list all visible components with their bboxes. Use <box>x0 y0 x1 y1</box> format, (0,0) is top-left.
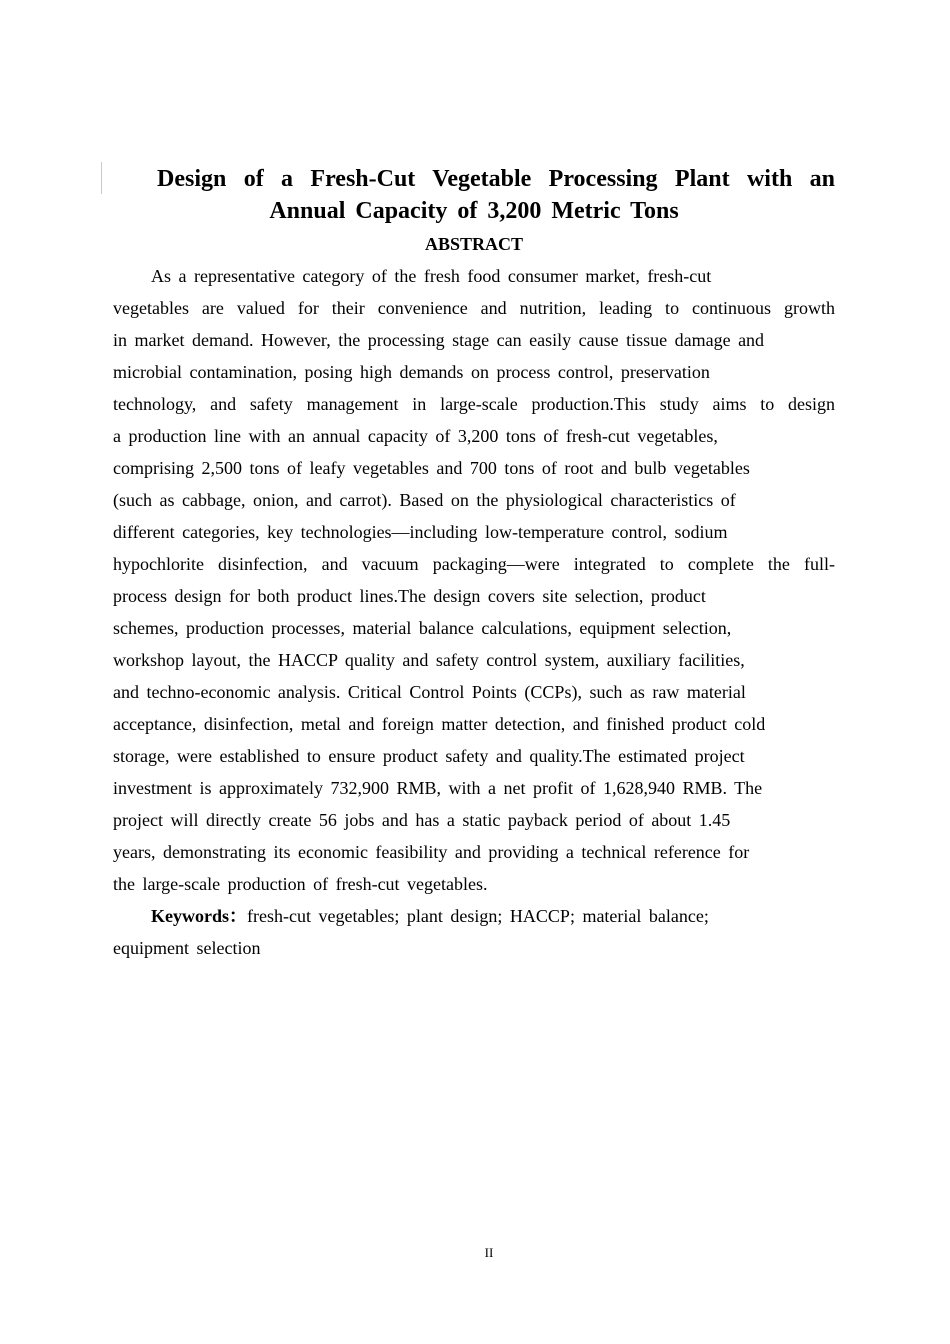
title-line: Annual Capacity of 3,200 Metric Tons <box>269 198 679 224</box>
abstract-line: the large-scale production of fresh-cut vegetables. <box>113 874 488 894</box>
abstract-line: comprising 2,500 tons of leafy vegetables and 700 tons of root and bulb vegetables <box>113 458 750 478</box>
abstract-line: hypochlorite disinfection, and vacuum packaging—were integrated to complete the full- <box>113 554 835 574</box>
keywords-line: equipment selection <box>113 938 261 958</box>
document-title <box>113 163 835 227</box>
abstract-line: schemes, production processes, material balance calculations, equipment selection, <box>113 618 732 638</box>
abstract-heading: ABSTRACT <box>424 234 524 254</box>
keywords-line <box>113 900 835 932</box>
abstract-line: microbial contamination, posing high demands on process control, preservation <box>113 362 710 382</box>
abstract-line: As a representative category of the fresh food consumer market, fresh-cut <box>151 266 712 286</box>
abstract-line: storage, were established to ensure product safety and quality.The estimated project <box>113 746 745 766</box>
abstract-line: technology, and safety management in large-scale production.This study aims to design <box>113 394 835 414</box>
abstract-line: years, demonstrating its economic feasibility and providing a technical reference for <box>113 842 750 862</box>
keywords-text: fresh-cut vegetables; plant design; HACCP; material balance; <box>247 906 709 926</box>
abstract-line: and techno-economic analysis. Critical Control Points (CCPs), such as raw material <box>113 682 746 702</box>
abstract-line: (such as cabbage, onion, and carrot). Based on the physiological characteristics of <box>113 490 736 510</box>
keywords-label: Keywords： <box>151 906 247 926</box>
abstract-line: different categories, key technologies—including low-temperature control, sodium <box>113 522 728 542</box>
title-line: Design of a Fresh-Cut Vegetable Processing Plant with an <box>157 166 835 192</box>
abstract-line: acceptance, disinfection, metal and foreign matter detection, and finished product cold <box>113 714 766 734</box>
abstract-line: workshop layout, the HACCP quality and safety control system, auxiliary facilities, <box>113 650 745 670</box>
abstract-line: process design for both product lines.The design covers site selection, product <box>113 586 706 606</box>
abstract-body <box>113 260 835 964</box>
page-number: II <box>484 1245 494 1260</box>
margin-marker <box>101 162 102 194</box>
abstract-line: project will directly create 56 jobs and has a static payback period of about 1.45 <box>113 810 731 830</box>
abstract-line: in market demand. However, the processing stage can easily cause tissue damage and <box>113 330 765 350</box>
abstract-line: investment is approximately 732,900 RMB, with a net profit of 1,628,940 RMB. The <box>113 778 763 798</box>
abstract-line: a production line with an annual capacity of 3,200 tons of fresh-cut vegetables, <box>113 426 718 446</box>
abstract-line: vegetables are valued for their convenience and nutrition, leading to continuous growth <box>113 298 835 318</box>
